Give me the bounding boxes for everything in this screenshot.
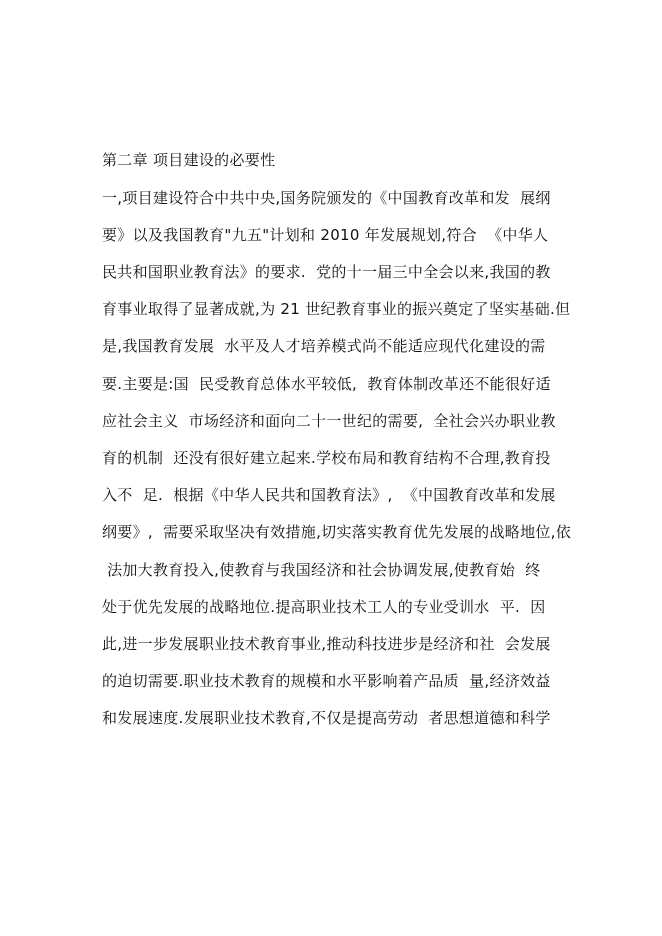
paragraph-line: 应社会主义 市场经济和面向二十一世纪的需要, 全社会兴办职业教: [102, 412, 556, 430]
paragraph-line: 要》以及我国教育"九五"计划和 2010 年发展规划,符合 《中华人: [102, 226, 549, 244]
paragraph-line: 入不 足. 根据《中华人民共和国教育法》, 《中国教育改革和发展: [102, 486, 556, 504]
paragraph-line: 育的机制 还没有很好建立起来.学校布局和教育结构不合理,教育投: [102, 449, 551, 467]
paragraph-line: 是,我国教育发展 水平及人才培养模式尚不能适应现代化建设的需: [102, 337, 546, 355]
chapter-heading: 第二章 项目建设的必要性: [102, 151, 276, 169]
paragraph-line: 法加大教育投入,使教育与我国经济和社会协调发展,使教育始 终: [102, 561, 541, 579]
paragraph-line: 处于优先发展的战略地位.提高职业技术工人的专业受训水 平. 因: [102, 598, 546, 616]
paragraph-line: 育事业取得了显著成就,为 21 世纪教育事业的振兴奠定了坚实基础.但: [102, 300, 571, 318]
paragraph-line: 的迫切需要.职业技术教育的规模和水平影响着产品质 量,经济效益: [102, 672, 551, 690]
paragraph-line: 民共和国职业教育法》的要求. 党的十一届三中全会以来,我国的教: [102, 263, 551, 281]
paragraph-line: 纲要》, 需要采取坚决有效措施,切实落实教育优先发展的战略地位,依: [102, 523, 572, 541]
paragraph-line: 一,项目建设符合中共中央,国务院颁发的《中国教育改革和发 展纲: [102, 189, 551, 207]
paragraph-line: 此,进一步发展职业技术教育事业,推动科技进步是经济和社 会发展: [102, 635, 551, 653]
paragraph-line: 要.主要是:国 民受教育总体水平较低, 教育体制改革还不能很好适: [102, 375, 551, 393]
paragraph-line: 和发展速度.发展职业技术教育,不仅是提高劳动 者思想道德和科学: [102, 709, 551, 727]
